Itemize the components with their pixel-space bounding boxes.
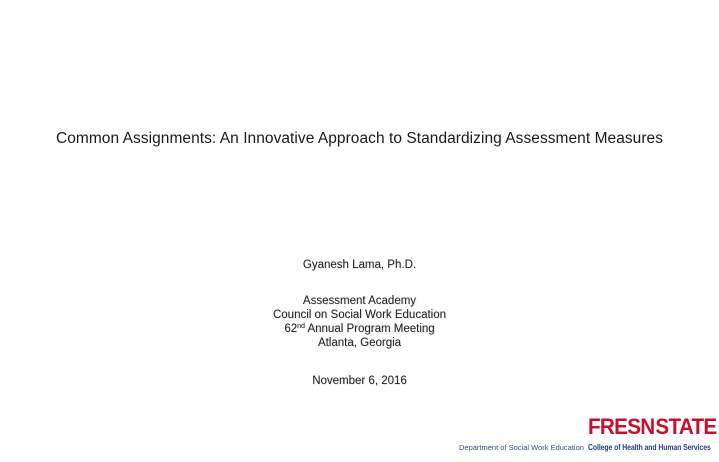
logo-word-left: FRESN: [588, 414, 655, 439]
author-name: Gyanesh Lama, Ph.D.: [302, 259, 417, 271]
affiliation-line-meeting: [0, 322, 719, 336]
meeting-number: 62: [284, 323, 298, 335]
department-name: Department of Social Work Education: [459, 443, 584, 452]
affiliation-line-council: Council on Social Work Education: [272, 309, 447, 321]
meeting-name: Annual Program Meeting: [304, 323, 435, 335]
slide-title: Common Assignments: An Innovative Approach to Standardizing Assessment Measures: [55, 130, 664, 147]
college-name: College of Health and Human Services: [588, 443, 711, 452]
affiliation-line-academy: Assessment Academy: [302, 295, 417, 307]
logo-wordmark: [588, 414, 717, 439]
affiliation-line-location: Atlanta, Georgia: [317, 337, 402, 349]
fresno-state-logo: [588, 414, 717, 452]
presentation-date: November 6, 2016: [312, 375, 407, 387]
logo-word-right: STATE: [655, 414, 717, 439]
affiliation-block: [0, 294, 719, 350]
meeting-ordinal-suffix: nd: [297, 323, 305, 330]
